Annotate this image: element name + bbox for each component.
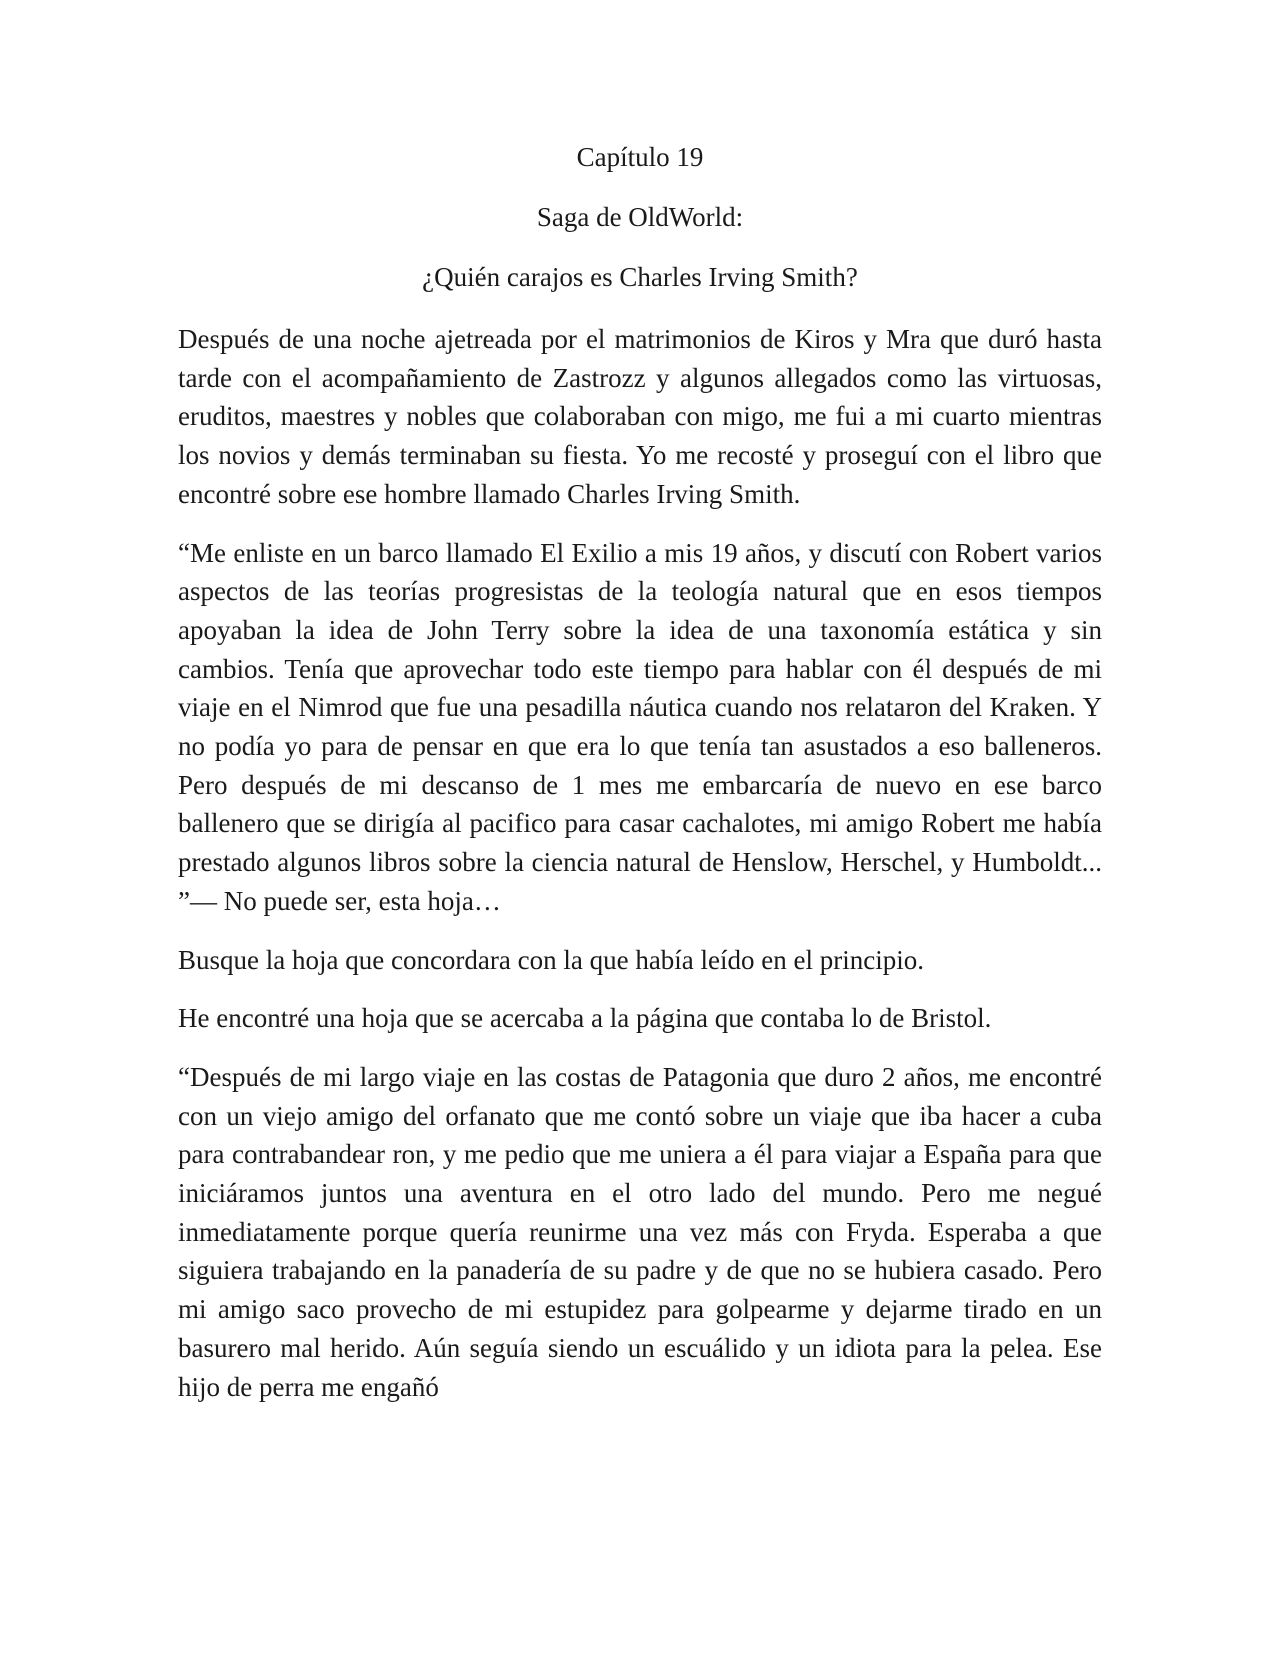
paragraph-quote-patagonia: “Después de mi largo viaje en las costas de Patagonia que duro 2 años, me encontré con un viejo amigo del orfanato que me contó sobre un viaje que iba hacer a cuba para contrabandear ron, y me pedio que me uniera a él para viajar a España para que iniciáramos juntos una aventura en el otro lado del mundo. Pero me negué inmediatamente porque quería reunirme una vez más con Fryda. Esperaba a que siguiera trabajando en la panadería de su padre y de que no se hubiera casado. Pero mi amigo saco provecho de mi estupidez para golpearme y dejarme tirado en un basurero mal herido. Aún seguía siendo un escuálido y un idiota para la pelea. Ese hijo de perra me engañó: [178, 1061, 1102, 1402]
document-page: [178, 138, 1102, 1406]
paragraph-busque: Busque la hoja que concordara con la que había leído en el principio.: [178, 944, 924, 975]
paragraph-hoja-bristol: He encontré una hoja que se acercaba a la página que contaba lo de Bristol.: [178, 1003, 992, 1034]
saga-title-heading: Saga de OldWorld:: [536, 202, 744, 232]
chapter-number-heading: Capítulo 19: [576, 142, 704, 172]
chapter-subtitle-heading: ¿Quién carajos es Charles Irving Smith?: [422, 262, 858, 292]
paragraph-quote-exilio: “Me enliste en un barco llamado El Exilio a mis 19 años, y discutí con Robert varios aspectos de las teorías progresistas de la teología natural que en esos tiempos apoyaban la idea de John Terry sobre la idea de una taxonomía estática y sin cambios. Tenía que aprovechar todo este tiempo para hablar con él después de mi viaje en el Nimrod que fue una pesadilla náutica cuando nos relataron del Kraken. Y no podía yo para de pensar en que era lo que tenía tan asustados a eso balleneros. Pero después de mi descanso de 1 mes me embarcaría de nuevo en ese barco ballenero que se dirigía al pacifico para casar cachalotes, mi amigo Robert me había prestado algunos libros sobre la ciencia natural de Henslow, Herschel, y Humboldt... ”— No puede ser, esta hoja…: [178, 537, 1102, 916]
paragraph-intro: Después de una noche ajetreada por el matrimonios de Kiros y Mra que duró hasta tarde con el acompañamiento de Zastrozz y algunos allegados como las virtuosas, eruditos, maestres y nobles que colaboraban con migo, me fui a mi cuarto mientras los novios y demás terminaban su fiesta. Yo me recosté y proseguí con el libro que encontré sobre ese hombre llamado Charles Irving Smith.: [178, 324, 1102, 509]
